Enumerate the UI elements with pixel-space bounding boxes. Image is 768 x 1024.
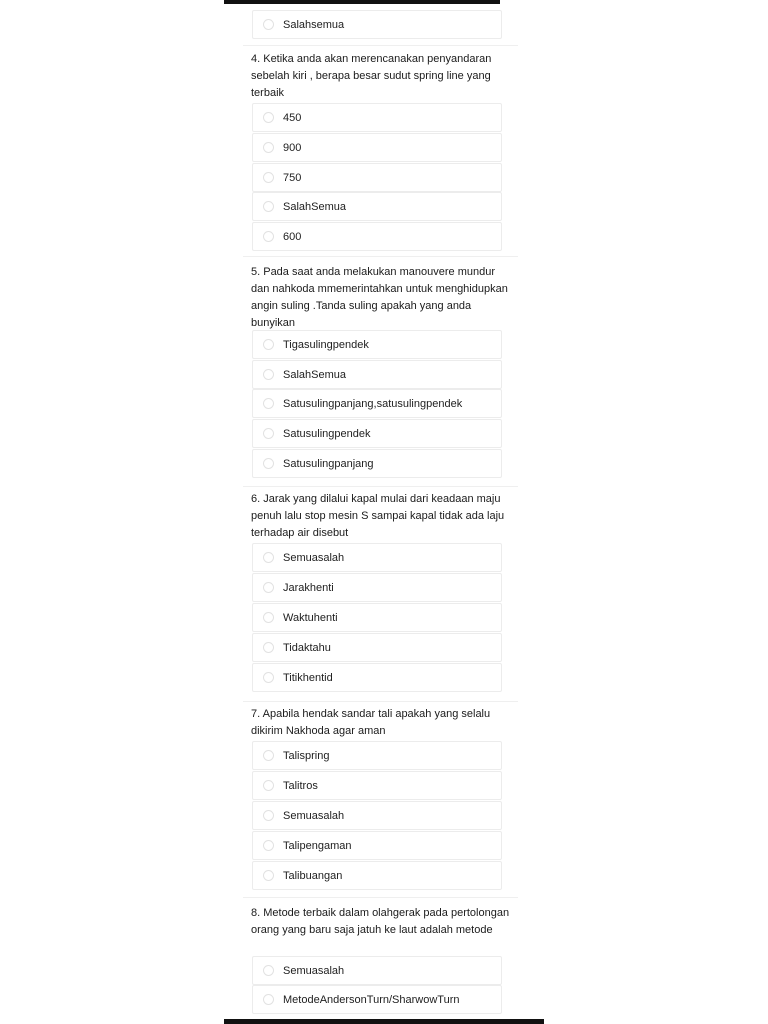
answer-option[interactable] <box>252 831 502 860</box>
radio-button-icon[interactable] <box>263 750 274 761</box>
answer-option[interactable] <box>252 222 502 251</box>
radio-button-icon[interactable] <box>263 19 274 30</box>
radio-button-icon[interactable] <box>263 398 274 409</box>
question-text: 7. Apabila hendak sandar tali apakah yang selalu dikirim Nakhoda agar aman <box>251 708 491 737</box>
radio-button-icon[interactable] <box>263 612 274 623</box>
bottom-edge-bar <box>224 1019 544 1024</box>
radio-button-icon[interactable] <box>263 810 274 821</box>
answer-option[interactable] <box>252 192 502 221</box>
answer-option[interactable] <box>252 330 502 359</box>
radio-button-icon[interactable] <box>263 642 274 653</box>
answer-option-label: Talitros <box>283 780 318 792</box>
answer-option[interactable] <box>252 103 502 132</box>
answer-option-label: Satusulingpanjang,satusulingpendek <box>283 398 463 410</box>
question-text: 8. Metode terbaik dalam olahgerak pada pertolongan orang yang baru saja jatuh ke laut adalah metode <box>251 907 510 936</box>
answer-option[interactable] <box>252 663 502 692</box>
answer-option[interactable] <box>252 360 502 389</box>
question-text: 6. Jarak yang dilalui kapal mulai dari keadaan maju penuh lalu stop mesin S sampai kapal tidak ada laju terhadap air disebut <box>251 493 505 539</box>
answer-option-label: Satusulingpanjang <box>283 458 374 470</box>
answer-option[interactable] <box>252 956 502 985</box>
answer-option[interactable] <box>252 389 502 418</box>
answer-option-label: 750 <box>283 172 302 184</box>
radio-button-icon[interactable] <box>263 428 274 439</box>
answer-option[interactable] <box>252 419 502 448</box>
answer-option-label: MetodeAndersonTurn/SharwowTurn <box>283 994 460 1006</box>
answer-option-label: Semuasalah <box>283 552 345 564</box>
radio-button-icon[interactable] <box>263 112 274 123</box>
answer-option-label: Talibuangan <box>283 870 343 882</box>
question-block <box>243 897 518 899</box>
radio-button-icon[interactable] <box>263 870 274 881</box>
answer-option[interactable] <box>252 801 502 830</box>
answer-option[interactable] <box>252 10 502 39</box>
answer-option-label: Satusulingpendek <box>283 428 371 440</box>
answer-option-label: Titikhentid <box>283 672 333 684</box>
radio-button-icon[interactable] <box>263 201 274 212</box>
radio-button-icon[interactable] <box>263 994 274 1005</box>
radio-button-icon[interactable] <box>263 172 274 183</box>
answer-option[interactable] <box>252 741 502 770</box>
answer-option-label: Semuasalah <box>283 810 345 822</box>
answer-option-label: Tidaktahu <box>283 642 331 654</box>
answer-option-label: SalahSemua <box>283 369 346 381</box>
radio-button-icon[interactable] <box>263 231 274 242</box>
question-block <box>243 45 518 47</box>
answer-option[interactable] <box>252 449 502 478</box>
answer-option-label: Salahsemua <box>283 19 345 31</box>
answer-option[interactable] <box>252 133 502 162</box>
answer-option[interactable] <box>252 633 502 662</box>
answer-option-label: SalahSemua <box>283 201 346 213</box>
question-text: 5. Pada saat anda melakukan manouvere mundur dan nahkoda mmemerintahkan untuk menghidupkan angin suling .Tanda suling apakah yang anda bunyikan <box>251 266 508 329</box>
answer-option-label: Tigasulingpendek <box>283 339 369 351</box>
radio-button-icon[interactable] <box>263 965 274 976</box>
answer-option[interactable] <box>252 603 502 632</box>
answer-option[interactable] <box>252 861 502 890</box>
answer-option-label: Talipengaman <box>283 840 352 852</box>
answer-option-label: 450 <box>283 112 302 124</box>
answer-option-label: Waktuhenti <box>283 612 338 624</box>
answer-option[interactable] <box>252 573 502 602</box>
radio-button-icon[interactable] <box>263 582 274 593</box>
answer-option[interactable] <box>252 163 502 192</box>
answer-option-label: Jarakhenti <box>283 582 334 594</box>
question-block <box>243 486 518 488</box>
radio-button-icon[interactable] <box>263 142 274 153</box>
radio-button-icon[interactable] <box>263 369 274 380</box>
answer-option[interactable] <box>252 771 502 800</box>
question-block <box>243 256 518 258</box>
radio-button-icon[interactable] <box>263 780 274 791</box>
answer-option-label: Semuasalah <box>283 965 345 977</box>
answer-option-label: 600 <box>283 231 302 243</box>
answer-option[interactable] <box>252 985 502 1014</box>
answer-option-label: Talispring <box>283 750 330 762</box>
question-block <box>243 701 518 703</box>
answer-option[interactable] <box>252 543 502 572</box>
radio-button-icon[interactable] <box>263 552 274 563</box>
answer-option-label: 900 <box>283 142 302 154</box>
radio-button-icon[interactable] <box>263 672 274 683</box>
radio-button-icon[interactable] <box>263 840 274 851</box>
radio-button-icon[interactable] <box>263 339 274 350</box>
radio-button-icon[interactable] <box>263 458 274 469</box>
question-text: 4. Ketika anda akan merencanakan penyandaran sebelah kiri , berapa besar sudut spring line yang terbaik <box>251 53 492 99</box>
